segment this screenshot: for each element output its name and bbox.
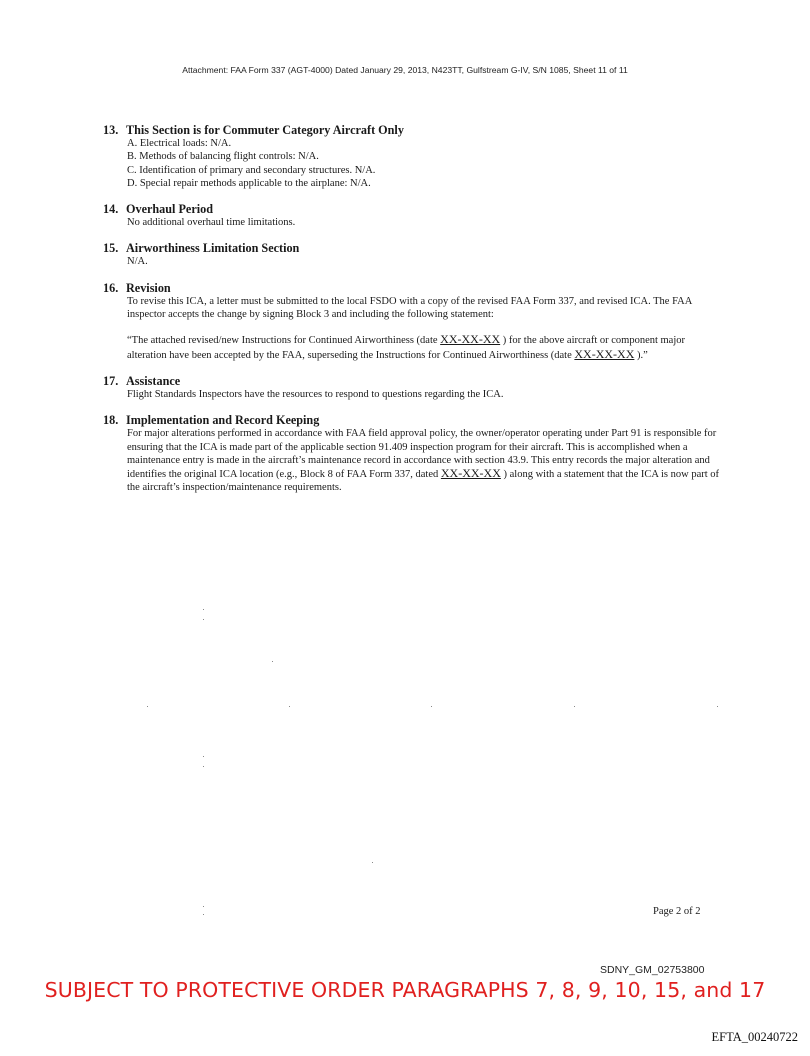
scan-speck <box>203 756 204 757</box>
section-14-title: Overhaul Period <box>126 202 213 217</box>
section-13-heading <box>103 123 723 137</box>
section-17-heading <box>103 374 723 388</box>
section-16-number: 16. <box>103 280 119 295</box>
section-15 <box>103 241 723 268</box>
document-body <box>103 123 723 507</box>
scan-speck <box>203 766 204 767</box>
section-13 <box>103 123 723 190</box>
section-16-paragraph: To revise this ICA, a letter must be submitted to the local FSDO with a copy of the revised FAA Form 337, and revised ICA. The FAA inspector accepts the change by signing Block 3 and including the following statement: <box>127 295 692 321</box>
section-16-title: Revision <box>126 280 171 295</box>
section-13-item-c: C. Identification of primary and secondary structures. N/A. <box>127 164 376 176</box>
scan-speck <box>272 661 273 662</box>
section-17 <box>103 374 723 401</box>
section-18-date: XX-XX-XX <box>440 466 501 481</box>
page-number: Page 2 of 2 <box>653 906 701 917</box>
section-18-number: 18. <box>103 413 119 428</box>
section-13-item-d: D. Special repair methods applicable to the airplane: N/A. <box>127 177 371 189</box>
section-18 <box>103 413 723 494</box>
section-14-number: 14. <box>103 202 119 217</box>
scan-speck <box>289 706 290 707</box>
quote-part-2: ) for the above aircraft or component major alteration have been accepted by the FAA, superseding the Instructions for Continued Airworthiness (date <box>127 335 686 361</box>
scan-speck <box>203 619 204 620</box>
scan-speck <box>372 862 373 863</box>
section-15-text: N/A. <box>127 256 148 268</box>
quote-part-1: “The attached revised/new Instructions for Continued Airworthiness (date <box>127 335 441 347</box>
section-17-title: Assistance <box>126 373 181 388</box>
section-18-title: Implementation and Record Keeping <box>126 413 320 428</box>
section-14-text: No additional overhaul time limitations. <box>127 217 296 229</box>
section-15-heading <box>103 241 723 255</box>
scan-speck <box>574 706 575 707</box>
efta-number: EFTA_00240722 <box>711 1030 798 1044</box>
scan-speck <box>431 706 432 707</box>
section-15-title: Airworthiness Limitation Section <box>126 241 300 256</box>
bates-number: SDNY_GM_02753800 <box>600 964 705 976</box>
section-18-heading <box>103 413 723 427</box>
section-18-text-part-1: For major alterations performed in accordance with FAA field approval policy, the owner/operator operating under Part 91 is responsible for ensuring that the ICA is made part of the applicable section 91.409 inspection program for their aircraft. This is accomplished when a maintenance entry is made in the aircraft’s maintenance record in accordance with section 43.9. This entry records the major alteration and identifies the original ICA location (e.g., Block 8 of FAA Form 337, dated <box>127 428 717 481</box>
scan-speck <box>717 706 718 707</box>
section-13-item-a: A. Electrical loads: N/A. <box>127 138 232 149</box>
quote-date-2: XX-XX-XX <box>574 346 635 361</box>
quote-part-3: ).” <box>634 349 648 361</box>
scan-speck <box>203 609 204 610</box>
section-18-text <box>103 427 723 494</box>
section-13-item-b: B. Methods of balancing flight controls: N/A. <box>127 151 319 163</box>
quote-date-1: XX-XX-XX <box>440 332 501 347</box>
section-17-number: 17. <box>103 373 119 388</box>
attachment-header: Attachment: FAA Form 337 (AGT-4000) Dated January 29, 2013, N423TT, Gulfstream G-IV, S/N 1085, Sheet 11 of 11 <box>182 65 628 75</box>
section-17-text: Flight Standards Inspectors have the resources to respond to questions regarding the ICA. <box>127 388 504 400</box>
protective-order-notice: SUBJECT TO PROTECTIVE ORDER PARAGRAPHS 7, 8, 9, 10, 15, and 17 <box>44 978 766 1002</box>
scan-speck <box>203 914 204 915</box>
section-16-quote <box>103 333 723 362</box>
section-14 <box>103 202 723 229</box>
section-18-text-part-2: ) along with a statement that the ICA is now part of the aircraft’s inspection/maintenance requirements. <box>127 469 720 494</box>
section-16 <box>103 281 723 362</box>
section-13-number: 13. <box>103 123 119 137</box>
section-16-heading <box>103 281 723 295</box>
section-15-number: 15. <box>103 241 119 256</box>
section-13-title: This Section is for Commuter Category Aircraft Only <box>126 123 404 137</box>
scan-speck <box>147 706 148 707</box>
scan-speck <box>203 906 204 907</box>
section-14-heading <box>103 202 723 216</box>
